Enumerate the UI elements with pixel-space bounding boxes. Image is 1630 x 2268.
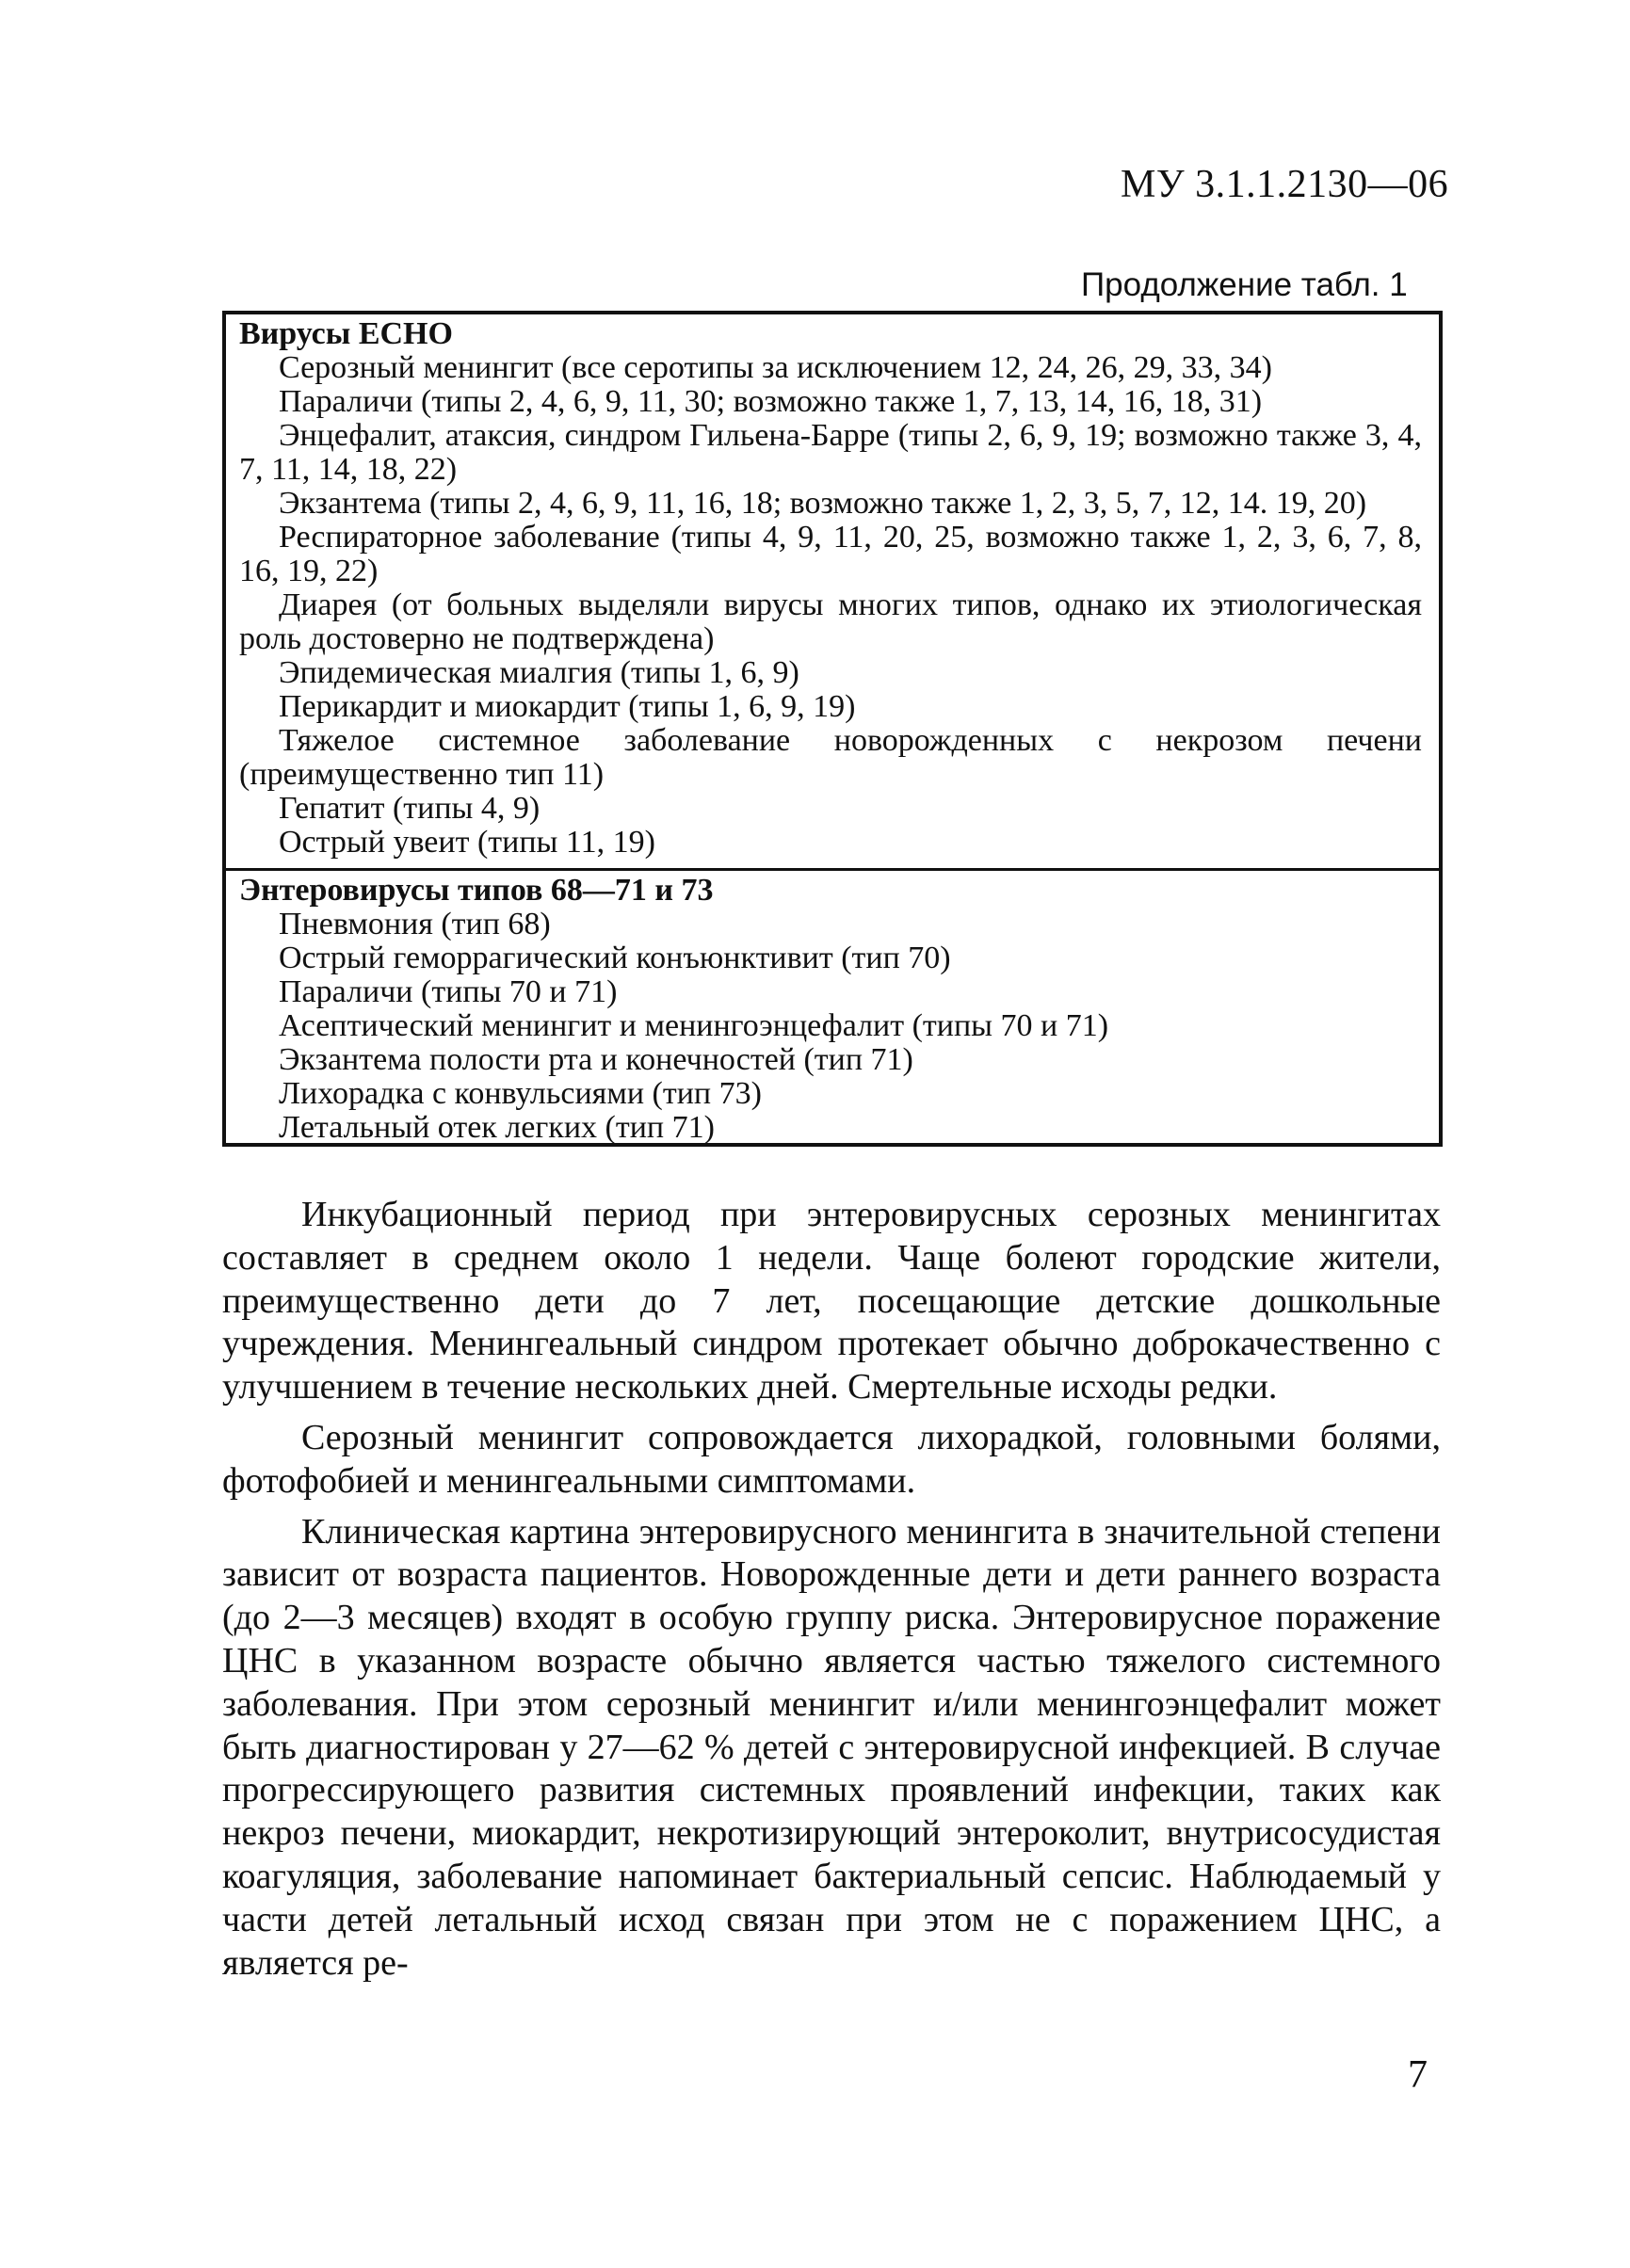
table-row: Лихорадка с конвульсиями (тип 73)	[279, 1076, 762, 1111]
table-row: Экзантема (типы 2, 4, 6, 9, 11, 16, 18; возможно также 1, 2, 3, 5, 7, 12, 14. 19, 20)	[279, 486, 1367, 521]
table-row: Перикардит и миокардит (типы 1, 6, 9, 19)	[279, 689, 856, 724]
table-row: Летальный отек легких (тип 71)	[279, 1110, 715, 1145]
section-rows	[239, 351, 1422, 860]
table-section-enterovirus	[226, 868, 1439, 1143]
paragraph: Клиническая картина энтеровирусного менингита в значительной степени зависит от возраста пациентов. Новорожденные дети и дети раннего возраста (до 2—3 месяцев) входят в особую группу риска. Энтеровирусное поражение ЦНС в указанном возрасте обычно является частью тяжелого системного заболевания. При этом серозный менингит и/или менингоэнцефалит может быть диагностирован у 27—62 % детей с энтеровирусной инфекцией. В случае прогрессирующего развития системных проявлений инфекции, таких как некроз печени, миокардит, некротизирующий энтероколит, внутрисосудистая коагуляция, заболевание напоминает бактериальный сепсис. Наблюдаемый у части детей летальный исход связан при этом не с поражением ЦНС, а является ре-	[222, 1511, 1441, 1983]
table-row: Эпидемическая миалгия (типы 1, 6, 9)	[279, 655, 799, 690]
page-number: 7	[1408, 2053, 1428, 2097]
table-row: Респираторное заболевание (типы 4, 9, 11, 20, 25, возможно также 1, 2, 3, 6, 7, 8, 16, 19, 22)	[239, 520, 1422, 588]
section-title: Энтеровирусы типов 68—71 и 73	[239, 873, 714, 908]
table-row: Асептический менингит и менингоэнцефалит (типы 70 и 71)	[279, 1008, 1109, 1043]
section-title: Вирусы ЕСНО	[239, 316, 453, 351]
section-rows	[239, 908, 1422, 1145]
table-row: Серозный менингит (все серотипы за исключением 12, 24, 26, 29, 33, 34)	[279, 350, 1272, 385]
paragraph: Серозный менингит сопровождается лихорадкой, головными болями, фотофобией и менингеальными симптомами.	[222, 1417, 1441, 1501]
table-section-echo	[226, 314, 1439, 868]
table-row: Параличи (типы 70 и 71)	[279, 974, 618, 1009]
table-row: Тяжелое системное заболевание новорожденных с некрозом печени (преимущественно тип 11)	[239, 723, 1422, 792]
table-row: Экзантема полости рта и конечностей (тип 71)	[279, 1042, 913, 1077]
table-row: Пневмония (тип 68)	[279, 907, 551, 941]
document-code: МУ 3.1.1.2130—06	[1121, 163, 1449, 206]
body-text	[222, 1194, 1441, 1992]
table-row: Параличи (типы 2, 4, 6, 9, 11, 30; возможно также 1, 7, 13, 14, 16, 18, 31)	[279, 384, 1263, 419]
table-row: Энцефалит, атаксия, синдром Гильена-Барре (типы 2, 6, 9, 19; возможно также 3, 4, 7, 11, 14, 18, 22)	[239, 418, 1422, 487]
table-row: Острый геморрагический конъюнктивит (тип 70)	[279, 941, 951, 975]
table-row: Диарея (от больных выделяли вирусы многих типов, однако их этиологическая роль достоверно не подтверждена)	[239, 587, 1422, 656]
disease-table	[222, 311, 1443, 1147]
paragraph: Инкубационный период при энтеровирусных серозных менингитах составляет в среднем около 1 недели. Чаще болеют городские жители, преимущественно дети до 7 лет, посещающие детские дошкольные учреждения. Менингеальный синдром протекает обычно доброкачественно с улучшением в течение нескольких дней. Смертельные исходы редки.	[222, 1195, 1441, 1407]
table-row: Острый увеит (типы 11, 19)	[279, 825, 655, 860]
table-row: Гепатит (типы 4, 9)	[279, 791, 541, 826]
table-caption: Продолжение табл. 1	[1081, 266, 1408, 303]
